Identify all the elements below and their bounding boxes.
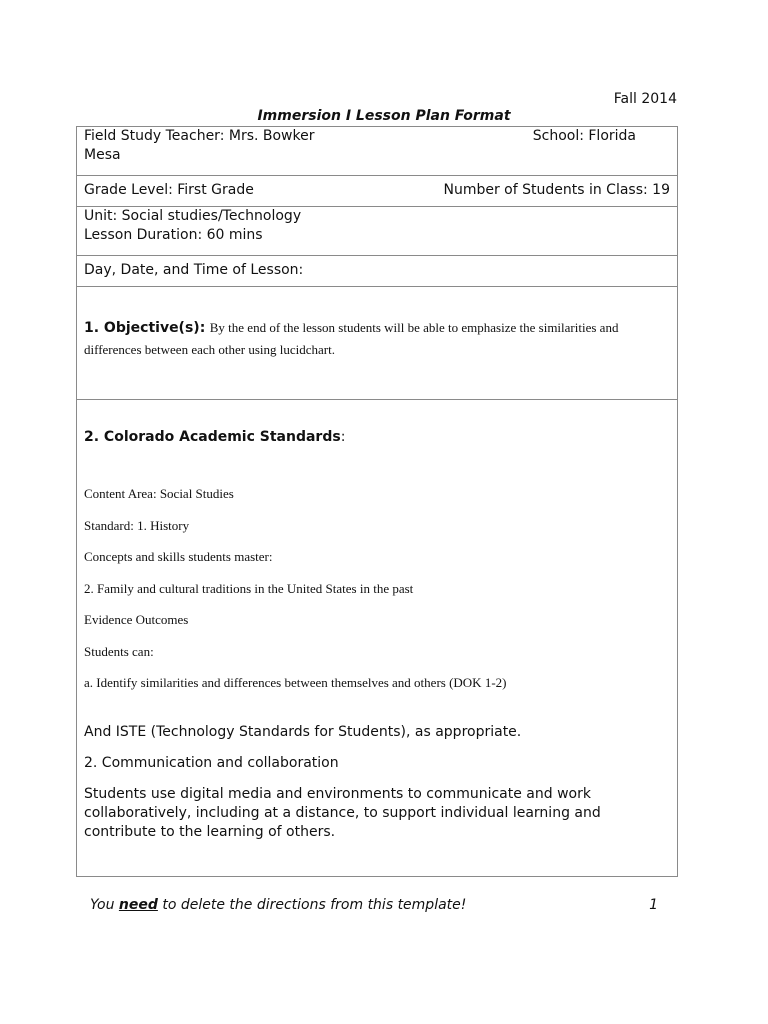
school-label: School: Florida — [532, 128, 636, 144]
iste-intro: And ISTE (Technology Standards for Students), as appropriate. — [84, 723, 522, 740]
teacher-row — [77, 127, 678, 176]
standards-row — [77, 400, 678, 877]
standards-heading-colon: : — [340, 429, 346, 445]
day-row — [77, 256, 678, 287]
footer-emphasis: need — [118, 897, 158, 913]
document-title: Immersion I Lesson Plan Format — [257, 108, 511, 124]
lesson-plan-table — [76, 126, 678, 877]
concept-item-line: 2. Family and cultural traditions in the United States in the past — [84, 580, 414, 596]
concepts-line: Concepts and skills students master: — [84, 549, 273, 564]
standards-heading: 2. Colorado Academic Standards — [84, 429, 341, 445]
iste-standard: 2. Communication and collaboration — [84, 754, 339, 771]
teacher-cell — [77, 127, 678, 176]
lesson-duration: Lesson Duration: 60 mins — [84, 227, 263, 243]
standards-details — [84, 485, 670, 692]
grade-cell — [77, 176, 678, 207]
objective-heading: 1. Objective(s): — [84, 320, 206, 336]
standards-cell — [77, 400, 678, 877]
teacher-label: Field Study Teacher: Mrs. Bowker — [84, 128, 315, 144]
evidence-outcomes-line: Evidence Outcomes — [84, 612, 189, 627]
iste-block — [84, 723, 670, 842]
students-can-line: Students can: — [84, 643, 154, 659]
unit-row — [77, 207, 678, 256]
objective-row — [77, 287, 678, 400]
grade-level: Grade Level: First Grade — [84, 182, 254, 198]
standards-heading-block — [84, 429, 670, 445]
footer-text-post: to delete the directions from this template! — [157, 897, 467, 913]
footer-note — [90, 897, 658, 913]
outcome-item-line: a. Identify similarities and differences between themselves and others (DOK 1-2) — [84, 675, 507, 690]
iste-description: Students use digital media and environments to communicate and work collaboratively, including at a distance, to support individual learning and contribute to the learning of others. — [84, 785, 601, 840]
page-number: 1 — [649, 897, 658, 913]
content-area-line: Content Area: Social Studies — [84, 486, 234, 501]
grade-row — [77, 176, 678, 207]
school-name-continued: Mesa — [84, 147, 121, 163]
objective-cell — [77, 287, 678, 400]
unit-label: Unit: Social studies/Technology — [84, 208, 302, 224]
term-label: Fall 2014 — [613, 91, 677, 107]
objective-text: By the end of the lesson students will be able to emphasize the similarities and differences between each other using lucidchart. — [84, 320, 619, 357]
objective-block — [84, 317, 670, 361]
unit-cell — [77, 207, 678, 256]
student-count: Number of Students in Class: 19 — [443, 182, 670, 198]
footer-text-pre: You — [90, 897, 119, 913]
standard-line: Standard: 1. History — [84, 517, 190, 533]
day-date-time: Day, Date, and Time of Lesson: — [77, 256, 678, 287]
